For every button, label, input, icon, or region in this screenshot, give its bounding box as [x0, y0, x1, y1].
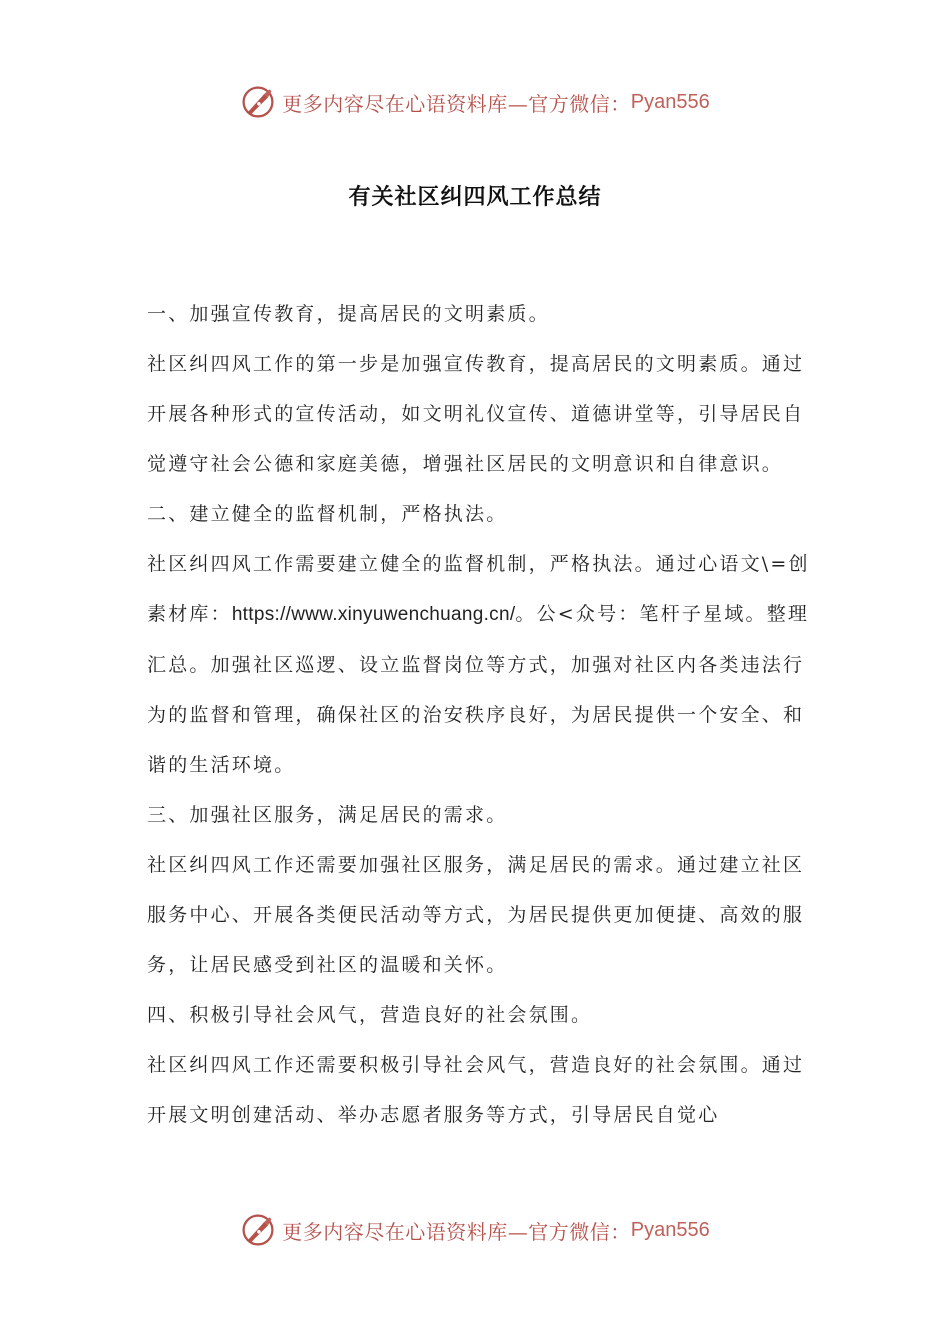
pen-nib-logo-icon	[240, 1212, 276, 1248]
section-paragraph-4: 社区纠四风工作还需要积极引导社会风气，营造良好的社会氛围。通过开展文明创建活动、举办志愿者服务等方式，引导居民自觉心	[147, 1054, 805, 1126]
document-title: 有关社区纠四风工作总结	[348, 185, 602, 210]
footer-watermark-banner	[0, 1208, 950, 1252]
section-paragraph-1: 社区纠四风工作的第一步是加强宣传教育，提高居民的文明素质。通过开展各种形式的宣传活动，如文明礼仪宣传、道德讲堂等，引导居民自觉遵守社会公德和家庭美德，增强社区居民的文明意识和自律意识。	[147, 353, 805, 475]
section-heading-2: 二、建立健全的监督机制，严格执法。	[147, 503, 508, 525]
header-watermark-banner	[0, 80, 950, 124]
banner-text: 更多内容尽在心语资料库—官方微信：	[282, 91, 631, 116]
source-url-link[interactable]: https://www.xinyuwenchuang.cn/	[231, 604, 516, 625]
paragraph-2-part-b: 。公<众号：笔杆子星域。整理汇总。加强社区巡逻、设立监督岗位等方式，加强对社区内各类违法行为的监督和管理，确保社区的治安秩序良好，为居民提供一个安全、和谐的生活环境。	[147, 603, 810, 776]
section-paragraph-3: 社区纠四风工作还需要加强社区服务，满足居民的需求。通过建立社区服务中心、开展各类便民活动等方式，为居民提供更加便捷、高效的服务，让居民感受到社区的温暖和关怀。	[147, 854, 805, 976]
banner-wechat-id: Pyan556	[630, 1218, 710, 1241]
document-body	[147, 289, 813, 1140]
section-heading-4: 四、积极引导社会风气，营造良好的社会氛围。	[147, 1004, 593, 1026]
banner-text: 更多内容尽在心语资料库—官方微信：	[282, 1219, 631, 1244]
section-heading-3: 三、加强社区服务，满足居民的需求。	[147, 804, 508, 826]
paragraph-2-part-a: 社区纠四风工作需要建立健全的监督机制，严格执法。通过心语文\=创素材库：	[147, 553, 810, 625]
section-heading-1: 一、加强宣传教育，提高居民的文明素质。	[147, 303, 550, 325]
banner-wechat-id: Pyan556	[630, 90, 710, 113]
section-paragraph-2	[147, 539, 813, 790]
pen-nib-logo-icon	[240, 84, 276, 120]
